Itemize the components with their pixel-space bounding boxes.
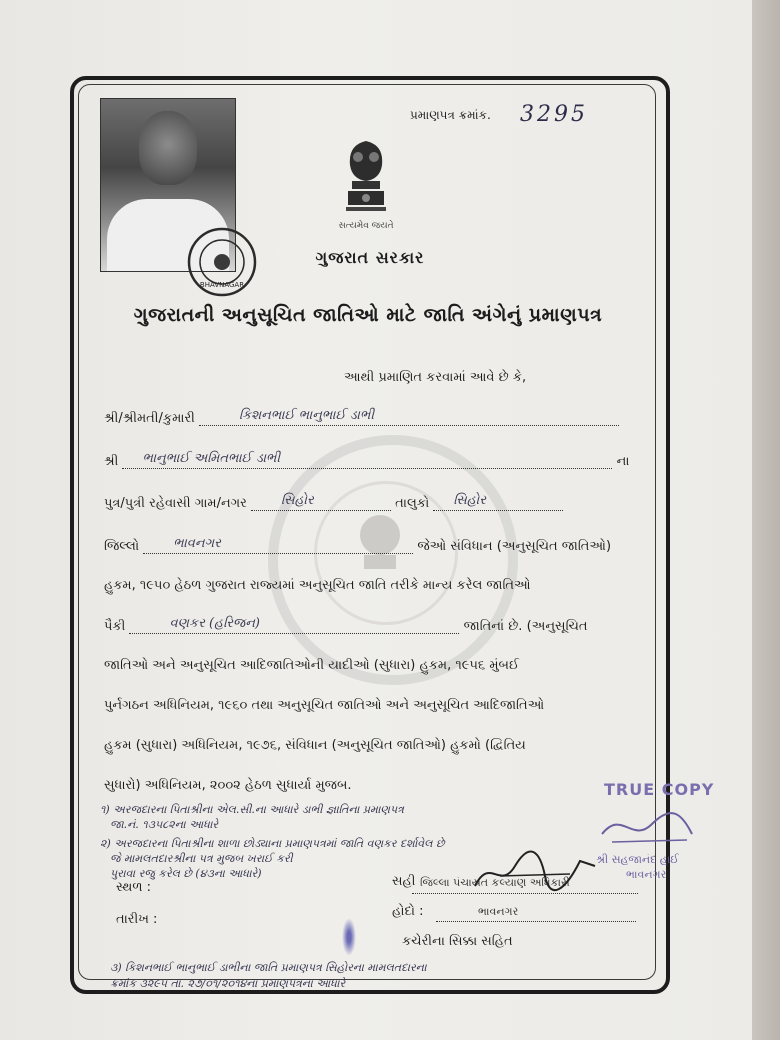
among-label: પૈકી bbox=[104, 619, 126, 634]
note-2-line-1: ૨) અરજદારના પિતાશ્રીના શાળા છોડ્યાના પ્રમાણપત્રમાં જાતિ વણકર દર્શાવેલ છે bbox=[100, 837, 445, 850]
name-value: કિશનભાઈ ભાનુભાઈ ડાભી bbox=[239, 408, 375, 423]
emblem-caption: સત્યમેવ જયતે bbox=[338, 221, 394, 231]
certificate-number-label: પ્રમાણપત્ર ક્રમાંક. bbox=[410, 108, 491, 122]
taluka-label: તાલુકો bbox=[395, 496, 430, 511]
note-2-line-3: પુરાવા રજુ કરેલ છે (૪૩ના આધારે) bbox=[110, 867, 262, 880]
photo-seal-text: BHAVNAGAR bbox=[199, 281, 245, 289]
para-line-2: પુર્નગઠન અધિનિયમ, ૧૯૬૦ તથા અનુસૂચિત જાતિઓ અને અનુસૂચિત આદિજાતિઓ bbox=[104, 698, 545, 713]
district-value: ભાવનગર bbox=[173, 536, 221, 551]
certificate-title: ગુજરાતની અનુસૂચિત જાતિઓ માટે જાતિ અંગેનું પ્રમાણપત્ર bbox=[133, 304, 603, 326]
caste-value: વણકર (હરિજન) bbox=[169, 616, 260, 631]
name-label: શ્રી/શ્રીમતી/કુમારી bbox=[104, 411, 195, 426]
note-1-line-1: ૧) અરજદારના પિતાશ્રીના એલ.સી.ના આધારે ડાભી જ્ઞાતિના પ્રમાણપત્ર bbox=[100, 803, 404, 816]
sign-title: જિલ્લા પંચાયત કલ્યાણ અધિકારી bbox=[420, 876, 570, 889]
office-seal-label: કચેરીના સિક્કા સહિત bbox=[402, 934, 513, 949]
date-label: તારીખ : bbox=[116, 912, 158, 927]
attestation-stamp-text bbox=[596, 852, 716, 882]
father-label: શ્રી bbox=[104, 454, 119, 469]
caste-line bbox=[104, 618, 588, 634]
district-suffix: જેઓ સંવિધાન (અનુસૂચિત જાતિઓ) bbox=[417, 539, 612, 554]
designation-value: ભાવનગર bbox=[478, 905, 519, 918]
place-label: સ્થળ : bbox=[116, 880, 152, 895]
name-line bbox=[104, 410, 619, 426]
national-emblem-icon bbox=[340, 135, 392, 217]
photo-seal-icon bbox=[185, 225, 259, 299]
note-2-line-2: જે મામલતદારશ્રીના પત્ર મુજબ ખરાઈ કરી bbox=[110, 852, 293, 865]
para-line-4: સુધારો) અધિનિયમ, ૨૦૦૨ હેઠળ સુધાર્યા મુજબ. bbox=[104, 778, 352, 793]
father-line bbox=[104, 453, 629, 469]
designation-label: હોદો : bbox=[392, 904, 424, 919]
bottom-note-line-1: ૩) કિશનભાઈ ભાનુભાઈ ડાભીના જાતિ પ્રમાણપત્ર સિહોરના મામલતદારના bbox=[110, 961, 427, 974]
para-line-1: જાતિઓ અને અનુસૂચિત આદિજાતિઓની યાદીઓ (સુધારા) હુકમ, ૧૯૫૬ મુંબઈ bbox=[104, 658, 520, 673]
intro-text: આથી પ્રમાણિત કરવામાં આવે છે કે, bbox=[344, 370, 527, 385]
bottom-note-line-2: ક્રમાંક ૩૨૯૫ તા. ૨૭/૦૧/૨૦૧૪ના પ્રમાણપત્રના આધારે bbox=[110, 977, 346, 990]
page-edge bbox=[752, 0, 780, 1040]
district-line bbox=[104, 538, 611, 554]
father-value: ભાનુભાઈ અમિતભાઈ ડાભી bbox=[142, 451, 281, 466]
bottom-handwritten-note bbox=[110, 960, 670, 992]
true-copy-stamp: TRUE COPY bbox=[604, 780, 715, 799]
taluka-value: સિહોર bbox=[453, 493, 487, 508]
district-label: જિલ્લો bbox=[104, 539, 140, 554]
residence-value: સિહોર bbox=[281, 493, 314, 508]
sign-label: સહી bbox=[392, 874, 416, 889]
note-1-line-2: જા.નં. ૧૩૫૮૨ના આધારે bbox=[110, 818, 219, 831]
attestation-line-1: શ્રી સહજાનંદ હાઈ bbox=[596, 853, 679, 866]
residence-line bbox=[104, 495, 563, 511]
government-name: ગુજરાત સરકાર bbox=[315, 248, 425, 267]
ink-mark bbox=[342, 918, 356, 956]
certificate-number: 3295 bbox=[520, 102, 588, 127]
caste-suffix: જાતિનાં છે. (અનુસૂચિત bbox=[463, 619, 588, 634]
residence-label: પુત્ર/પુત્રી રહેવાસી ગામ/નગર bbox=[104, 496, 247, 511]
attestation-line-2: ભાવનગર bbox=[626, 868, 667, 881]
order-line: હુકમ, ૧૯૫૦ હેઠળ ગુજરાત રાજ્યમાં અનુસૂચિત જાતિ તરીકે માન્ય કરેલ જાતિઓ bbox=[104, 578, 531, 593]
official-signature bbox=[470, 846, 600, 896]
father-suffix: ના bbox=[616, 454, 630, 469]
para-line-3: હુકમ (સુધારા) અધિનિયમ, ૧૯૭૬, સંવિધાન (અનુસૂચિત જાતિઓ) હુકમો (દ્વિતિય bbox=[104, 738, 526, 753]
